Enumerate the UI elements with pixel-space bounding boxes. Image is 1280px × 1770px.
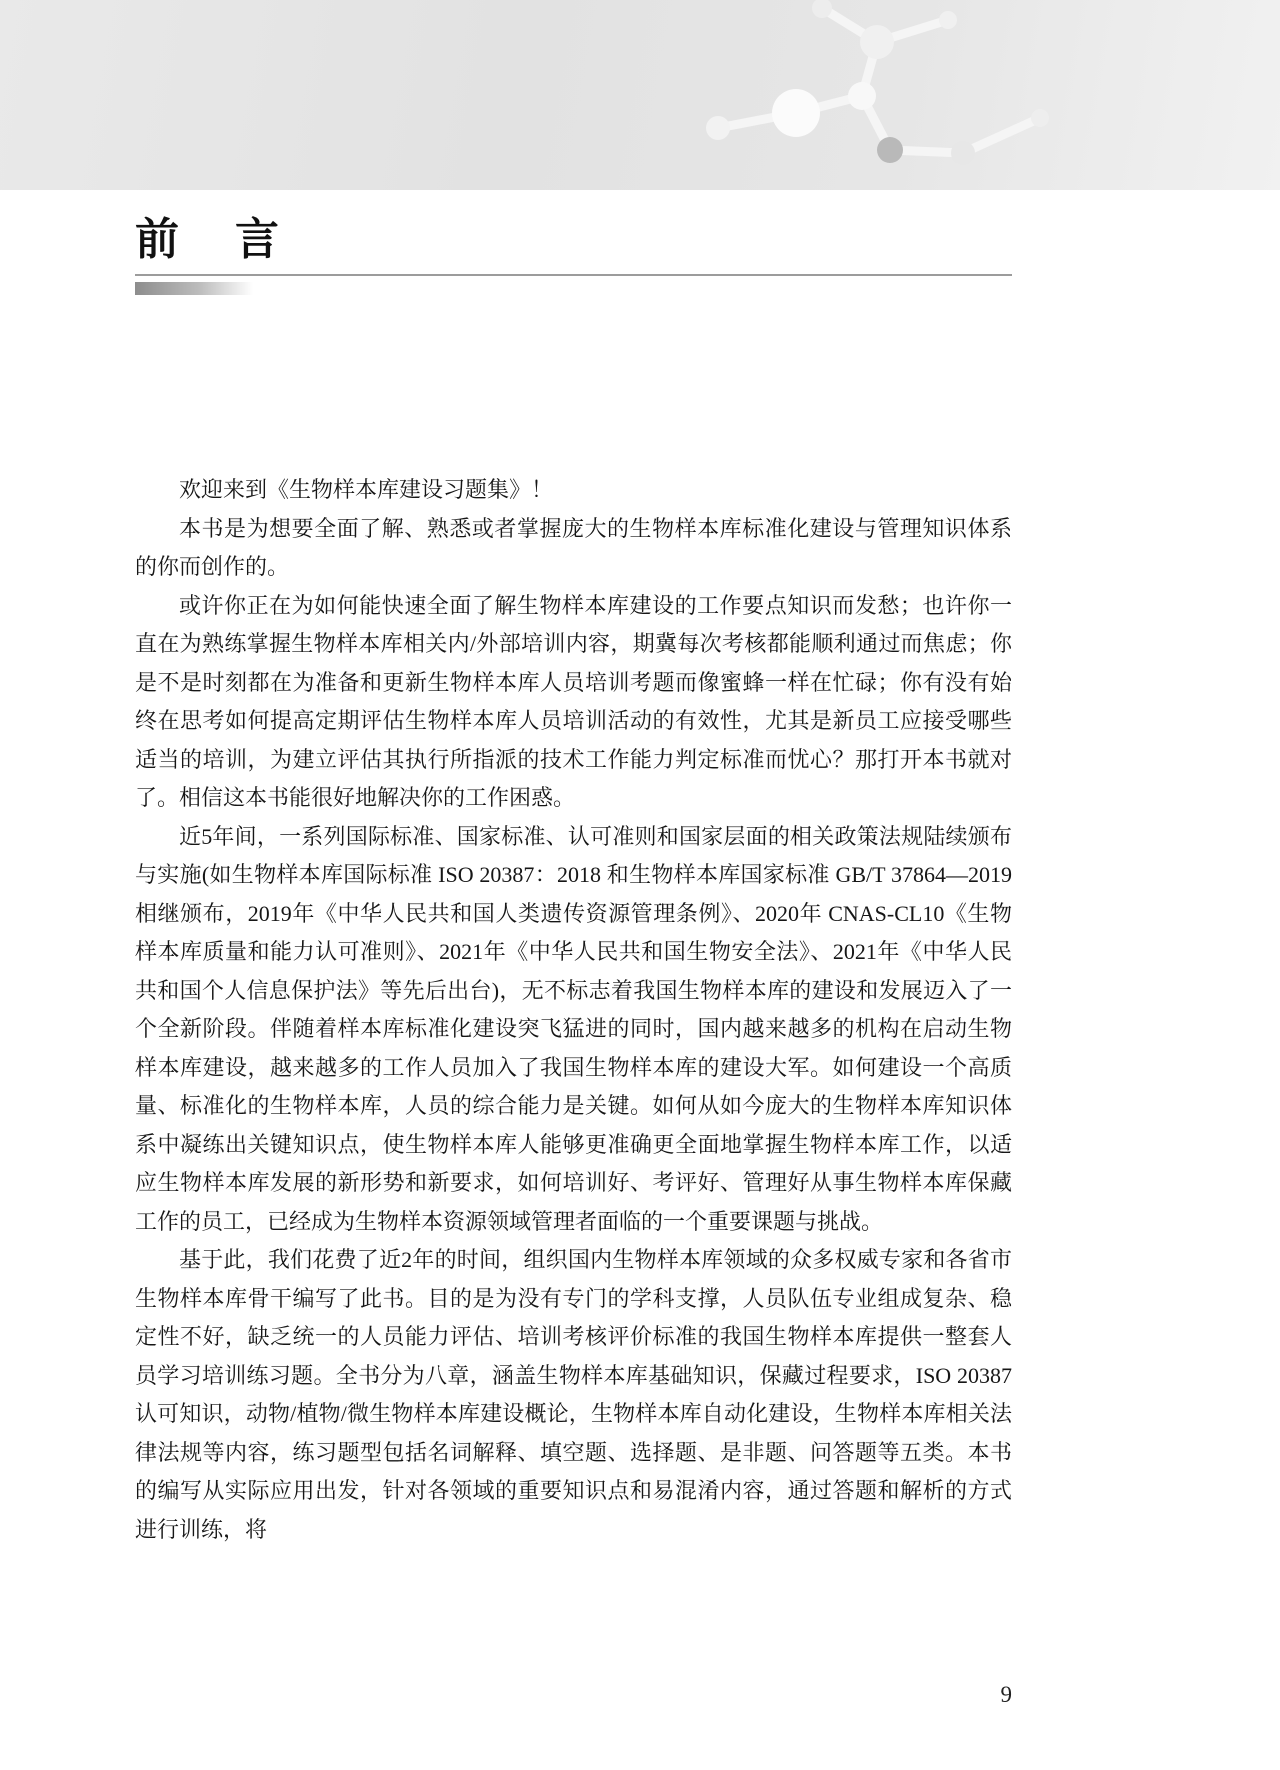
title-accent-bar [135,282,253,295]
preface-paragraph-5: 基于此，我们花费了近2年的时间，组织国内生物样本库领域的众多权威专家和各省市生物样本库骨干编写了此书。目的是为没有专门的学科支撑，人员队伍专业组成复杂、稳定性不好，缺乏统一的人员能力评估、培训考核评价标准的我国生物样本库提供一整套人员学习培训练习题。全书分为八章，涵盖生物样本库基础知识，保藏过程要求，ISO 20387 认可知识，动物/植物/微生物样本库建设概论，生物样本库自动化建设，生物样本库相关法律法规等内容，练习题型包括名词解释、填空题、选择题、是非题、问答题等五类。本书的编写从实际应用出发，针对各领域的重要知识点和易混淆内容，通过答题和解析的方式进行训练，将 [135,1247,1012,1542]
title-rule-line [135,274,1012,276]
page-number: 9 [1000,1682,1012,1707]
preface-body [135,471,1012,1549]
molecule-icon [0,0,1280,190]
preface-paragraph-1: 欢迎来到《生物样本库建设习题集》！ [179,477,554,502]
page-title: 前 言 [135,215,285,264]
header-decoration-band [0,0,1280,190]
content-column [0,190,1280,1549]
preface-paragraph-4: 近5年间，一系列国际标准、国家标准、认可准则和国家层面的相关政策法规陆续颁布与实施(如生物样本库国际标准 ISO 20387：2018 和生物样本库国家标准 GB/T 37864—2019 相继颁布，2019年《中华人民共和国人类遗传资源管理条例》、2020年 CNAS-CL10《生物样本库质量和能力认可准则》、2021年《中华人民共和国生物安全法》、2021年《中华人民共和国个人信息保护法》等先后出台)，无不标志着我国生物样本库的建设和发展迈入了一个全新阶段。伴随着样本库标准化建设突飞猛进的同时，国内越来越多的机构在启动生物样本库建设，越来越多的工作人员加入了我国生物样本库的建设大军。如何建设一个高质量、标准化的生物样本库，人员的综合能力是关键。如何从如今庞大的生物样本库知识体系中凝练出关键知识点，使生物样本库人能够更准确更全面地掌握生物样本库工作，以适应生物样本库发展的新形势和新要求，如何培训好、考评好、管理好从事生物样本库保藏工作的员工，已经成为生物样本资源领域管理者面临的一个重要课题与挑战。 [135,823,1012,1234]
preface-paragraph-3: 或许你正在为如何能快速全面了解生物样本库建设的工作要点知识而发愁；也许你一直在为熟练掌握生物样本库相关内/外部培训内容，期冀每次考核都能顺利通过而焦虑；你是不是时刻都在为准备和更新生物样本库人员培训考题而像蜜蜂一样在忙碌；你有没有始终在思考如何提高定期评估生物样本库人员培训活动的有效性，尤其是新员工应接受哪些适当的培训，为建立评估其执行所指派的技术工作能力判定标准而忧心？那打开本书就对了。相信这本书能很好地解决你的工作困惑。 [135,592,1012,810]
preface-paragraph-2: 本书是为想要全面了解、熟悉或者掌握庞大的生物样本库标准化建设与管理知识体系的你而创作的。 [135,515,1012,579]
